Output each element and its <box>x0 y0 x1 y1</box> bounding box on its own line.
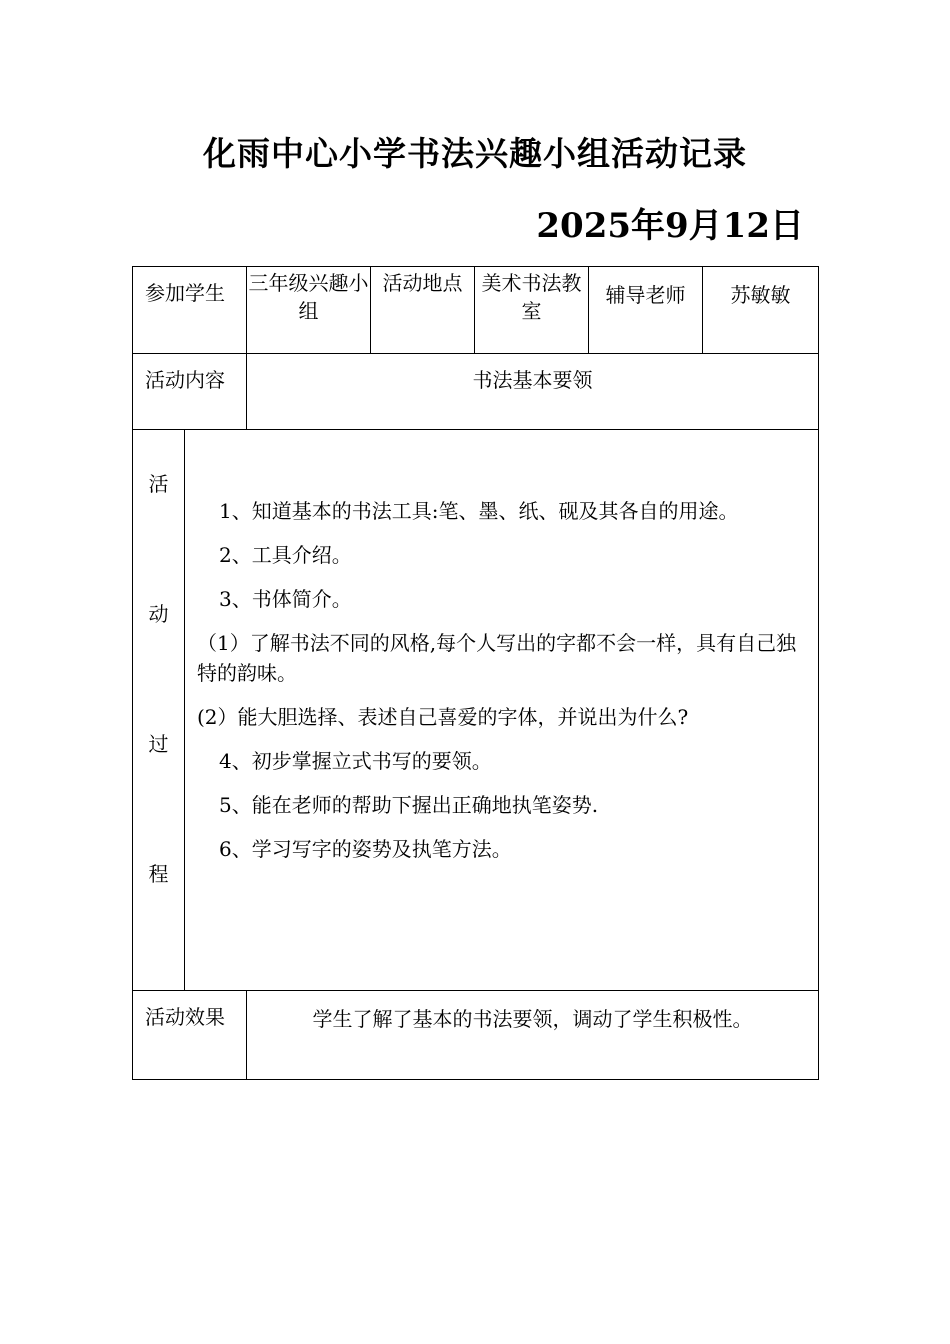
content-value: 书法基本要领 <box>247 354 819 430</box>
location-value: 美术书法教室 <box>475 267 589 354</box>
effect-label: 活动效果 <box>133 991 247 1080</box>
effect-row <box>133 991 819 1080</box>
content-label: 活动内容 <box>133 354 247 430</box>
location-label: 活动地点 <box>371 267 475 354</box>
activity-record-table <box>132 266 819 1080</box>
teacher-value: 苏敏敏 <box>703 267 819 354</box>
record-date: 2025年9月12日 <box>536 206 804 246</box>
process-content <box>185 430 819 991</box>
process-item: 5、能在老师的帮助下握出正确地执笔姿势. <box>219 793 599 817</box>
process-item: 3、书体简介。 <box>219 587 352 611</box>
process-item: （1）了解书法不同的风格,每个人写出的字都不会一样，具有自己独特的韵味。 <box>197 631 797 685</box>
process-item: 6、学习写字的姿势及执笔方法。 <box>219 837 512 861</box>
process-label-char: 活 <box>148 472 169 496</box>
teacher-label: 辅导老师 <box>589 267 703 354</box>
process-item: 4、初步掌握立式书写的要领。 <box>219 749 492 773</box>
participants-row <box>133 267 819 354</box>
process-item: 2、工具介绍。 <box>219 543 352 567</box>
students-label: 参加学生 <box>133 267 247 354</box>
page-title: 化雨中心小学书法兴趣小组活动记录 <box>203 134 747 173</box>
process-item: (2）能大胆选择、表述自己喜爱的字体，并说出为什么? <box>197 705 689 729</box>
effect-value: 学生了解了基本的书法要领，调动了学生积极性。 <box>247 991 819 1080</box>
process-label-char: 程 <box>148 862 169 886</box>
process-label-char: 动 <box>148 602 169 626</box>
process-label <box>133 430 185 991</box>
process-row <box>133 430 819 991</box>
content-row <box>133 354 819 430</box>
process-item: 1、知道基本的书法工具:笔、墨、纸、砚及其各自的用途。 <box>219 499 739 523</box>
students-value: 三年级兴趣小组 <box>247 267 371 354</box>
process-label-char: 过 <box>148 732 169 756</box>
